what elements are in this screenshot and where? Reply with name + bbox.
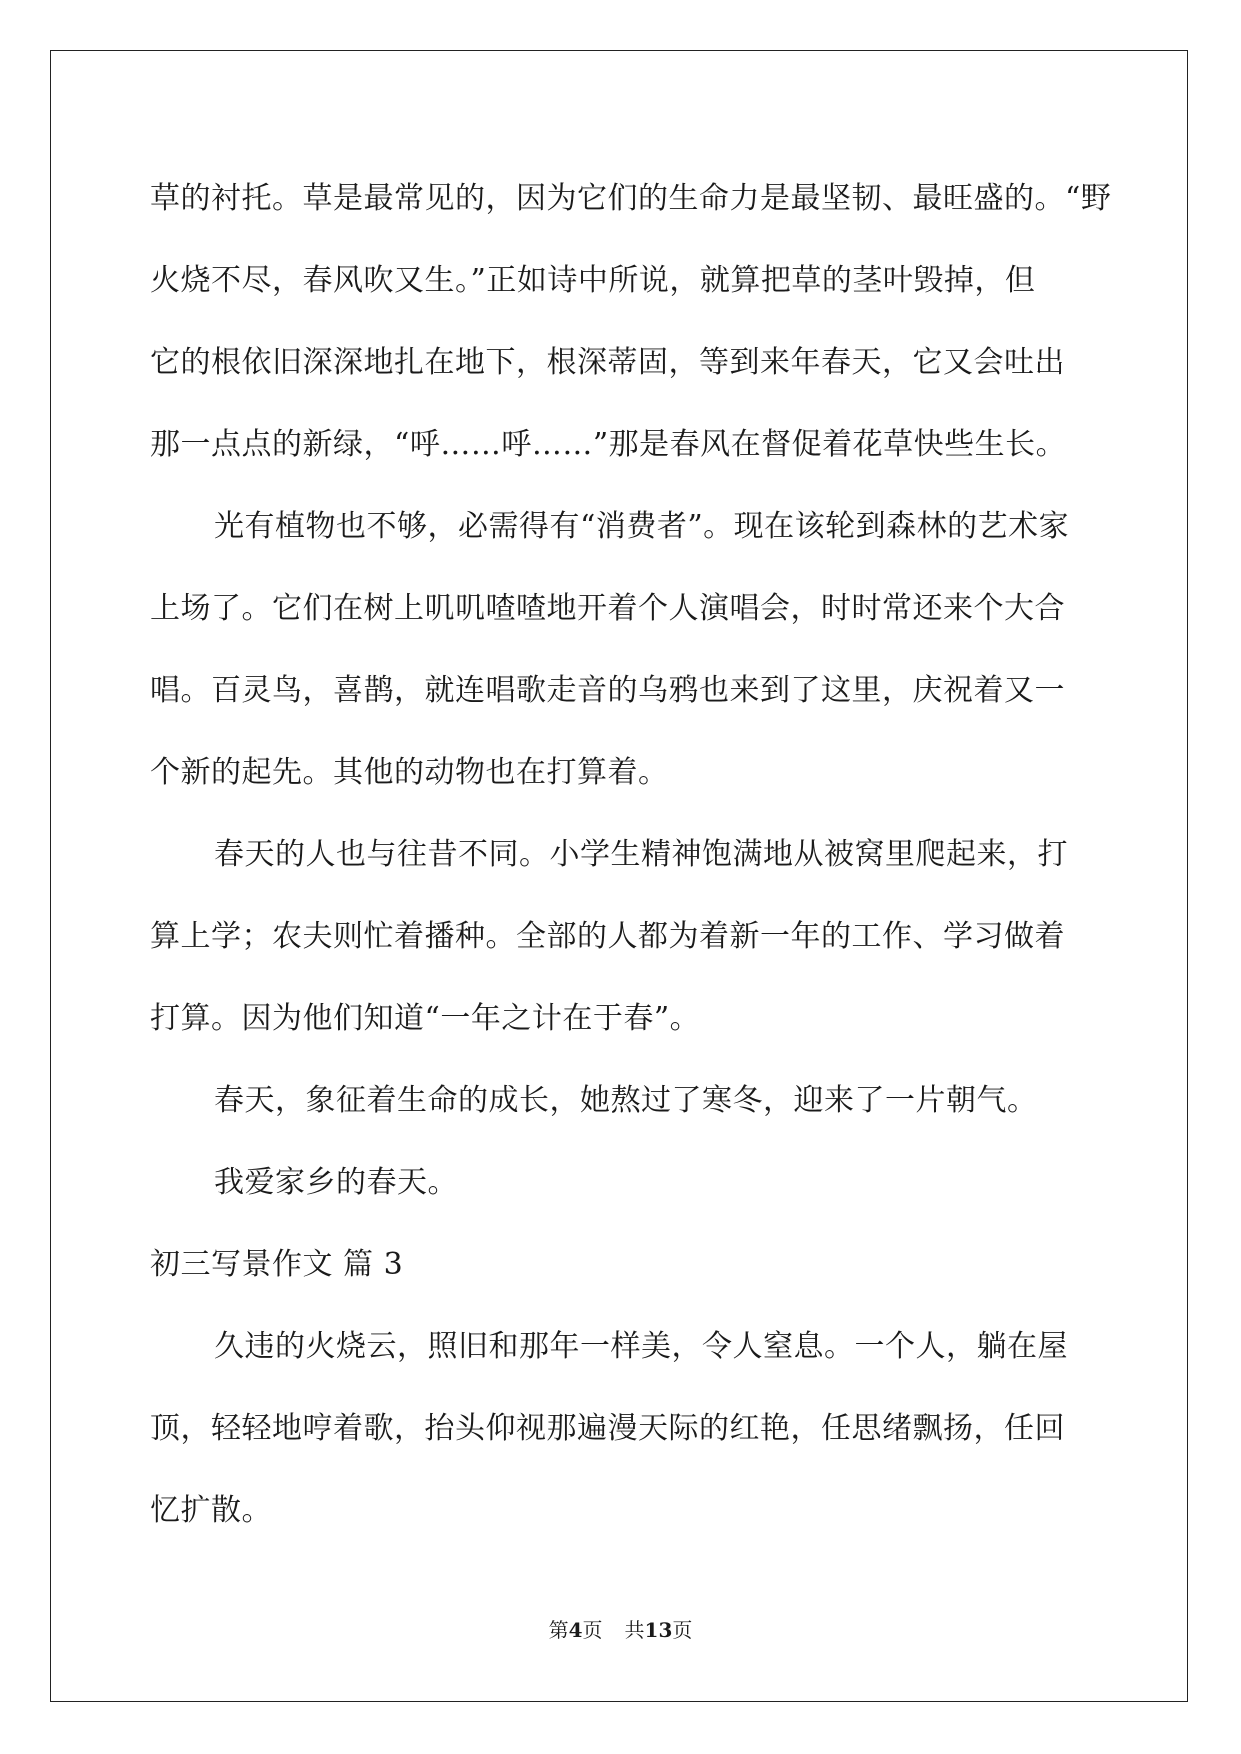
text-line-3: 它的根依旧深深地扎在地下，根深蒂固，等到来年春天，它又会吐出: [150, 345, 1065, 380]
text-line-7: 唱。百灵鸟，喜鹊，就连唱歌走音的乌鸦也来到了这里，庆祝着又一: [150, 673, 1065, 708]
footer-page-unit: 页: [582, 1618, 603, 1642]
section-heading: 初三写景作文 篇 3: [150, 1247, 404, 1282]
text-line-2: 火烧不尽，春风吹又生。”正如诗中所说，就算把草的茎叶毁掉，但: [150, 263, 1036, 298]
footer-total-unit: 页: [672, 1618, 693, 1642]
page-footer: [0, 1618, 1241, 1642]
document-body: [150, 158, 1112, 1552]
text-line-15: 久违的火烧云，照旧和那年一样美，令人窒息。一个人，躺在屋: [214, 1329, 1068, 1364]
text-line-10: 算上学；农夫则忙着播种。全部的人都为着新一年的工作、学习做着: [150, 919, 1065, 954]
footer-total-prefix: 共: [624, 1618, 645, 1642]
text-line-4: 那一点点的新绿，“呼……呼……”那是春风在督促着花草快些生长。: [150, 427, 1067, 462]
text-line-1: 草的衬托。草是最常见的，因为它们的生命力是最坚韧、最旺盛的。“野: [150, 181, 1112, 216]
text-line-5: 光有植物也不够，必需得有“消费者”。现在该轮到森林的艺术家: [214, 509, 1070, 544]
footer-prefix: 第: [548, 1618, 569, 1642]
text-line-12: 春天，象征着生命的成长，她熬过了寒冬，迎来了一片朝气。: [214, 1083, 1038, 1118]
text-line-8: 个新的起先。其他的动物也在打算着。: [150, 755, 669, 790]
text-line-13: 我爱家乡的春天。: [214, 1165, 458, 1200]
text-line-17: 忆扩散。: [150, 1493, 272, 1528]
text-line-16: 顶，轻轻地哼着歌，抬头仰视那遍漫天际的红艳，任思绪飘扬，任回: [150, 1411, 1065, 1446]
page-number: 4: [568, 1618, 583, 1642]
text-line-9: 春天的人也与往昔不同。小学生精神饱满地从被窝里爬起来，打: [214, 837, 1068, 872]
total-pages: 13: [644, 1618, 673, 1642]
text-line-11: 打算。因为他们知道“一年之计在于春”。: [150, 1001, 701, 1036]
text-line-6: 上场了。它们在树上叽叽喳喳地开着个人演唱会，时时常还来个大合: [150, 591, 1065, 626]
